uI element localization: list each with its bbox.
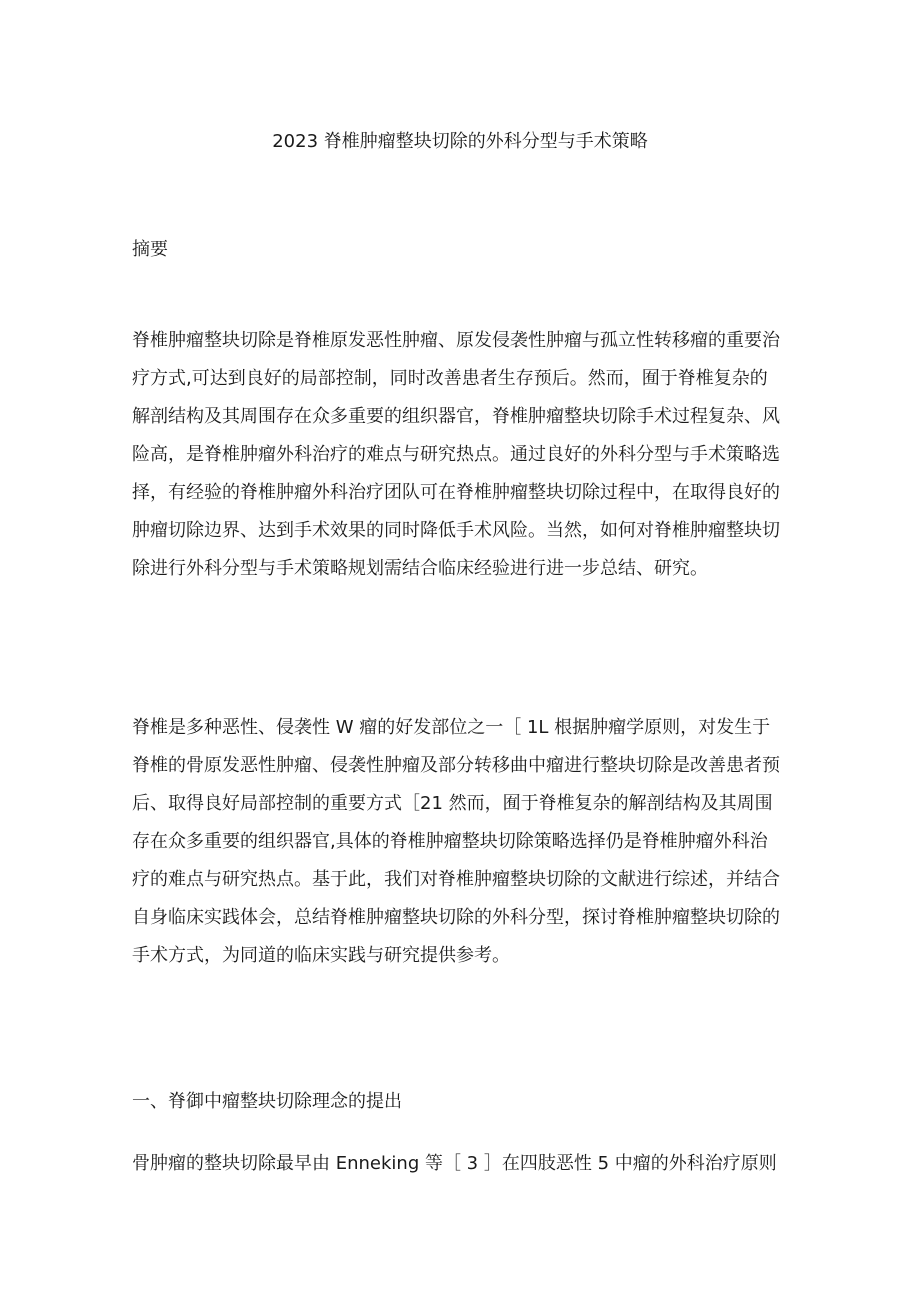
paragraph-line: 存在众多重要的组织器官,具体的脊椎肿瘤整块切除策略选择仍是脊椎肿瘤外科治 — [132, 831, 768, 852]
abstract-heading: 摘要 — [132, 239, 168, 260]
section-heading: 一、脊御中瘤整块切除理念的提出 — [132, 1091, 402, 1112]
paragraph-line: 险高，是脊椎肿瘤外科治疗的难点与研究热点。通过良好的外科分型与手术策略选 — [132, 444, 780, 465]
paragraph-line: 脊椎是多种恶性、侵袭性 W 瘤的好发部位之一［ 1L 根据肿瘤学原则，对发生于 — [132, 717, 771, 738]
paragraph-line: 脊椎的骨原发恶性肿瘤、侵袭性肿瘤及部分转移曲中瘤进行整块切除是改善患者预 — [132, 755, 780, 776]
intro-paragraph — [132, 709, 780, 975]
document-title: 2023 脊椎肿瘤整块切除的外科分型与手术策略 — [272, 131, 648, 152]
paragraph-line: 除进行外科分型与手术策略规划需结合临床经验进行进一步总结、研究。 — [132, 558, 708, 579]
paragraph-line: 手术方式，为同道的临床实践与研究提供参考。 — [132, 945, 510, 966]
paragraph-line: 后、取得良好局部控制的重要方式［21 然而，囿于脊椎复杂的解剖结构及其周围 — [132, 793, 773, 814]
section-paragraph — [132, 1145, 777, 1183]
paragraph-line: 解剖结构及其周围存在众多重要的组织器官，脊椎肿瘤整块切除手术过程复杂、风 — [132, 406, 780, 427]
paragraph-line: 脊椎肿瘤整块切除是脊椎原发恶性肿瘤、原发侵袭性肿瘤与孤立性转移瘤的重要治 — [132, 330, 780, 351]
paragraph-line: 择，有经验的脊椎肿瘤外科治疗团队可在脊椎肿瘤整块切除过程中，在取得良好的 — [132, 482, 780, 503]
paragraph-line: 自身临床实践体会，总结脊椎肿瘤整块切除的外科分型，探讨脊椎肿瘤整块切除的 — [132, 907, 780, 928]
paragraph-line: 肿瘤切除边界、达到手术效果的同时降低手术风险。当然，如何对脊椎肿瘤整块切 — [132, 520, 780, 541]
abstract-paragraph — [132, 322, 780, 588]
paragraph-line: 疗的难点与研究热点。基于此，我们对脊椎肿瘤整块切除的文献进行综述，并结合 — [132, 869, 780, 890]
paragraph-line: 骨肿瘤的整块切除最早由 Enneking 等［ 3 ］在四肢恶性 5 中瘤的外科治疗原则 — [132, 1153, 777, 1174]
paragraph-line: 疗方式,可达到良好的局部控制，同时改善患者生存预后。然而，囿于脊椎复杂的 — [132, 368, 768, 389]
